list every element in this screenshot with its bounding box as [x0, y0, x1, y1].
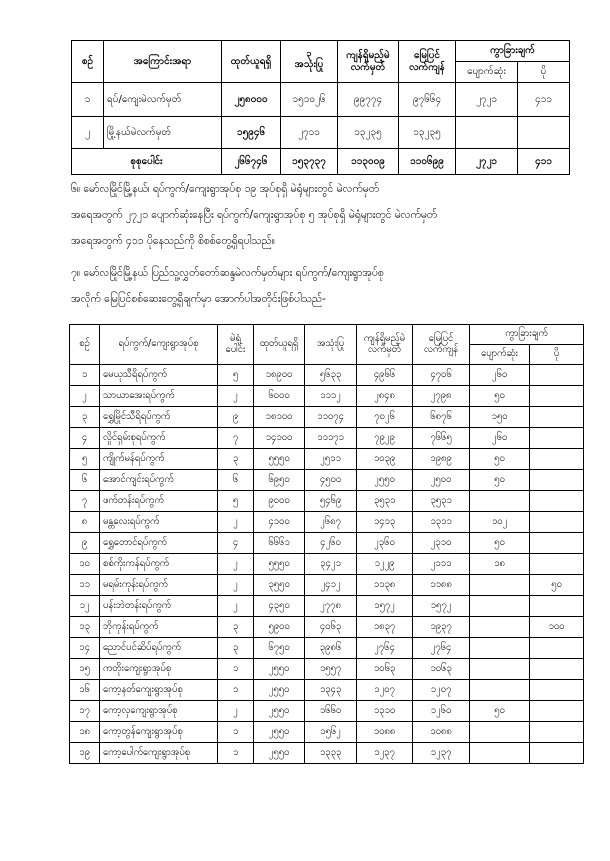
- cell-remain: ၇၉၂၉: [357, 428, 413, 449]
- cell-extra: [530, 701, 584, 722]
- cell-used: ၁၃၃၃: [305, 743, 357, 764]
- col-diff-header: ကွာခြားချက်: [470, 325, 584, 345]
- col-check-header: မြေပြင်လက်ကျန်: [399, 41, 456, 83]
- cell-used: ၂၅၁၁: [305, 449, 357, 470]
- cell-used: ၃၄၂၁: [305, 554, 357, 575]
- cell-target: ၂၅၅၀: [254, 701, 305, 722]
- cell-ward: ကတိုးကျေးရွာအုပ်စု: [100, 659, 218, 680]
- cell-extra: [530, 365, 584, 386]
- cell-no: ၆: [70, 470, 100, 491]
- cell-lost: [470, 491, 530, 512]
- cell-used: ၃၉၈၆: [305, 638, 357, 659]
- cell-used: ၁၅၁၀၂၆: [281, 83, 338, 117]
- col-extra-header: ပို: [530, 345, 584, 365]
- col-lost-header: ပျောက်ဆုံး: [456, 62, 518, 83]
- cell-target: ၁၈၁၀၀: [254, 407, 305, 428]
- cell-used: ၂၇၁၁: [281, 117, 338, 149]
- cell-item: ရပ်/ကျေးမဲလက်မှတ်: [104, 83, 222, 117]
- cell-no: ၁၀: [70, 554, 100, 575]
- table-row: [70, 386, 584, 407]
- cell-check: ၉၇၆၆၄: [399, 83, 456, 117]
- cell-stations: ၁: [218, 680, 254, 701]
- cell-remain: ၁၃၁၀: [357, 701, 413, 722]
- cell-used: ၁၅၆၂: [305, 722, 357, 743]
- cell-remain: ၁၂၀၇: [357, 680, 413, 701]
- cell-lost: ၂၆၀: [470, 428, 530, 449]
- total-check: ၁၁၀၆၉၉: [399, 149, 456, 175]
- cell-check: ၁၂၆၀: [413, 701, 470, 722]
- cell-check: ၄၇၀၆: [413, 365, 470, 386]
- cell-no: ၂: [70, 386, 100, 407]
- cell-target: ၆၉၅၀: [254, 470, 305, 491]
- table-row: [70, 449, 584, 470]
- cell-remain: ၁၁၃၈: [357, 575, 413, 596]
- table-row: [70, 575, 584, 596]
- cell-remain: ၁၀၈၈: [357, 722, 413, 743]
- table-row: [70, 407, 584, 428]
- total-extra: ၄၁၁: [518, 149, 570, 175]
- cell-ward: မေယုသီရိရပ်ကွက်: [100, 365, 218, 386]
- paragraph-6-line-3: အရေအတွက် ၄၁၁ ပိုနေသည်ကို စိစစ်တွေ့ရှိရပါသည်။: [71, 235, 275, 247]
- cell-stations: ၂: [218, 596, 254, 617]
- paragraph-7-line-1: ၇။ မော်လမြိုင်မြို့နယ် ပြည်သူ့လွှတ်တော်ဆန္ဒမဲလက်မှတ်များ ရပ်ကွက်/ကျေးရွာအုပ်စု: [71, 267, 384, 279]
- cell-stations: ၂: [218, 554, 254, 575]
- col-check-header: မြေပြင်လက်ကျန်: [413, 325, 470, 365]
- cell-stations: ၃: [218, 638, 254, 659]
- cell-stations: ၄: [218, 533, 254, 554]
- cell-ward: ညောင်ပင်ဆိပ်ရပ်ကွက်: [100, 638, 218, 659]
- cell-lost: [470, 659, 530, 680]
- cell-remain: ၁၀၆၃: [357, 659, 413, 680]
- cell-remain: ၂၅၅၀: [357, 470, 413, 491]
- cell-target: ၆၆၆၁: [254, 533, 305, 554]
- cell-lost: [470, 743, 530, 764]
- table-row: [70, 491, 584, 512]
- cell-lost: [456, 117, 518, 149]
- cell-remain: ၁၅၇၂: [357, 596, 413, 617]
- cell-check: ၂၃၁၀: [413, 533, 470, 554]
- cell-extra: [530, 596, 584, 617]
- cell-ward: မရမ်းကုန်းရပ်ကွက်: [100, 575, 218, 596]
- cell-lost: ၅၀: [470, 449, 530, 470]
- cell-target: ၆၇၅၀: [254, 638, 305, 659]
- total-remain: ၁၁၃၀၀၉: [338, 149, 399, 175]
- cell-lost: ၅၀: [470, 386, 530, 407]
- summary-table: [71, 40, 570, 175]
- cell-lost: [470, 722, 530, 743]
- cell-stations: ၃: [218, 617, 254, 638]
- cell-lost: ၁၀၂: [470, 512, 530, 533]
- cell-ward: လှိုင်ရှမ်းစုရပ်ကွက်: [100, 428, 218, 449]
- col-used-header: ၃ အသုံးပြု: [281, 41, 338, 83]
- cell-lost: ၁၅၀: [470, 407, 530, 428]
- cell-remain: ၉၉၇၇၄: [338, 83, 399, 117]
- cell-check: ၁၁၈၈: [413, 575, 470, 596]
- cell-used: ၂၇၇၈: [305, 596, 357, 617]
- cell-used: ၁၆၆၀: [305, 701, 357, 722]
- cell-used: ၁၁၁၂: [305, 386, 357, 407]
- cell-lost: ၁၈: [470, 554, 530, 575]
- cell-lost: ၅၀: [470, 701, 530, 722]
- cell-no: ၁၃: [70, 617, 100, 638]
- cell-lost: [470, 617, 530, 638]
- cell-used: ၅၄၆၉: [305, 491, 357, 512]
- col-lost-header: ပျောက်ဆုံး: [470, 345, 530, 365]
- cell-ward: ကော့လှကျေးရွာအုပ်စု: [100, 701, 218, 722]
- cell-check: ၁၂၀၇: [413, 680, 470, 701]
- cell-ward: ရွှေတောင်ရပ်ကွက်: [100, 533, 218, 554]
- cell-ward: ကော့ပေါက်ကျေးရွာအုပ်စု: [100, 743, 218, 764]
- cell-check: ၁၂၃၇: [413, 743, 470, 764]
- cell-check: ၁၅၇၂: [413, 596, 470, 617]
- cell-check: ၇၆၆၅: [413, 428, 470, 449]
- cell-check: ၁၃၂၃၅: [399, 117, 456, 149]
- cell-target: ၃၅၅၀: [254, 575, 305, 596]
- paragraph-6-line-2: အရေအတွက် ၂၇၂၁ ပျောက်ဆုံးနေပြီး ရပ်ကွက်/ကျေးရွာအုပ်စု ၅ အုပ်စုရှိ မဲရုံများတွင် မဲလက်မှတ်: [71, 209, 438, 221]
- cell-extra: [530, 680, 584, 701]
- cell-extra: [518, 117, 570, 149]
- ward-table: [69, 324, 584, 764]
- cell-check: ၂၁၁၁: [413, 554, 470, 575]
- cell-extra: [530, 428, 584, 449]
- table-row: [70, 659, 584, 680]
- cell-ward: ဖက်တန်းရပ်ကွက်: [100, 491, 218, 512]
- cell-item: မြို့နယ်မဲလက်မှတ်: [104, 117, 222, 149]
- cell-check: ၂၇၉၈: [413, 386, 470, 407]
- cell-used: ၄၂၆၀: [305, 533, 357, 554]
- cell-ward: မန္တလေးရပ်ကွက်: [100, 512, 218, 533]
- cell-target: ၁၅၉၄၆: [222, 117, 281, 149]
- cell-extra: [530, 512, 584, 533]
- total-row: [72, 149, 570, 175]
- cell-target: ၂၅၅၀: [254, 743, 305, 764]
- cell-lost: ၂၆၀: [470, 365, 530, 386]
- cell-check: ၂၇၆၄: [413, 638, 470, 659]
- cell-extra: [530, 638, 584, 659]
- cell-no: ၁: [70, 365, 100, 386]
- cell-target: ၁၈၉၀၀: [254, 365, 305, 386]
- table-row: [70, 470, 584, 491]
- cell-no: ၃: [70, 407, 100, 428]
- paragraph-7-line-2: အလိုက် မြေပြင်စစ်ဆေးတွေ့ရှိချက်မှာ အောက်ပါအတိုင်းဖြစ်ပါသည်-: [71, 293, 326, 305]
- cell-ward: ဘိုကုန်းရပ်ကွက်: [100, 617, 218, 638]
- total-lost: ၂၇၂၁: [456, 149, 518, 175]
- cell-target: ၄၁၀၀: [254, 512, 305, 533]
- cell-no: ၁၈: [70, 722, 100, 743]
- cell-extra: [530, 533, 584, 554]
- table-row: [70, 701, 584, 722]
- cell-used: ၁၁၀၇၄: [305, 407, 357, 428]
- table-row: [70, 743, 584, 764]
- cell-remain: ၂၈၄၈: [357, 386, 413, 407]
- cell-ward: ကော့တွန်ကျေးရွာအုပ်စု: [100, 722, 218, 743]
- cell-check: ၁၀၈၈: [413, 722, 470, 743]
- cell-lost: [470, 575, 530, 596]
- cell-extra: [530, 407, 584, 428]
- cell-extra: ၅၀: [530, 575, 584, 596]
- cell-no: ၁၉: [70, 743, 100, 764]
- cell-lost: ၂၇၂၁: [456, 83, 518, 117]
- cell-remain: ၃၅၃၁: [357, 491, 413, 512]
- cell-remain: ၁၂၂၉: [357, 554, 413, 575]
- table-row: [70, 596, 584, 617]
- cell-stations: ၂: [218, 512, 254, 533]
- cell-stations: ၂: [218, 386, 254, 407]
- cell-check: ၁၃၁၁: [413, 512, 470, 533]
- cell-extra: [530, 554, 584, 575]
- cell-used: ၁၃၄၃: [305, 680, 357, 701]
- cell-no: ၈: [70, 512, 100, 533]
- cell-remain: ၁၀၃၉: [357, 449, 413, 470]
- cell-used: ၄၀၆၃: [305, 617, 357, 638]
- cell-stations: ၉: [218, 407, 254, 428]
- cell-target: ၅၅၅၀: [254, 449, 305, 470]
- cell-check: ၂၅၀၀: [413, 470, 470, 491]
- cell-no: ၁၆: [70, 680, 100, 701]
- col-target-header: ထုတ်ယူရရှိ: [222, 41, 281, 83]
- cell-no: ၁၁: [70, 575, 100, 596]
- col-stations-header: မဲရုံပေါင်း: [218, 325, 254, 365]
- cell-stations: ၆: [218, 470, 254, 491]
- table-row: [70, 365, 584, 386]
- cell-ward: ရွှေမြိုင်သီရိရပ်ကွက်: [100, 407, 218, 428]
- table-row: [72, 83, 570, 117]
- cell-extra: ၄၁၁: [518, 83, 570, 117]
- cell-check: ၁၀၆၃: [413, 659, 470, 680]
- used-superscript: ၃: [306, 48, 312, 59]
- cell-check: ၁၉၃၇: [413, 617, 470, 638]
- col-target-header: ထုတ်ယူရရှိ: [254, 325, 305, 365]
- table-row: [70, 428, 584, 449]
- cell-extra: [530, 722, 584, 743]
- col-no-header: စဉ်: [72, 41, 104, 83]
- col-remain-header: ကျန်ရှိမည့်မဲလက်မှတ်: [357, 325, 413, 365]
- cell-used: ၁၅၅၇: [305, 659, 357, 680]
- cell-no: ၉: [70, 533, 100, 554]
- cell-no: ၂: [72, 117, 104, 149]
- cell-no: ၄: [70, 428, 100, 449]
- cell-used: ၂၄၁၂: [305, 575, 357, 596]
- cell-target: ၅၅၅၀: [254, 554, 305, 575]
- cell-no: ၁၅: [70, 659, 100, 680]
- table-row: [70, 617, 584, 638]
- cell-no: ၁၄: [70, 638, 100, 659]
- cell-remain: ၁၈၃၇: [357, 617, 413, 638]
- cell-no: ၅: [70, 449, 100, 470]
- cell-remain: ၁၄၁၃: [357, 512, 413, 533]
- cell-check: ၆၈၇၆: [413, 407, 470, 428]
- cell-extra: [530, 386, 584, 407]
- cell-stations: ၁: [218, 659, 254, 680]
- table-row: [70, 722, 584, 743]
- col-ward-header: ရပ်ကွက်/ကျေးရွာအုပ်စု: [100, 325, 218, 365]
- cell-lost: [470, 638, 530, 659]
- cell-ward: စစ်ကိုးကန်ရပ်ကွက်: [100, 554, 218, 575]
- cell-lost: ၅၀: [470, 470, 530, 491]
- cell-stations: ၂: [218, 575, 254, 596]
- paragraph-6-line-1: ၆။ မော်လမြိုင်မြို့နယ်၊ ရပ်ကွက်/ကျေးရွာအုပ်စု ၁၉ အုပ်စုရှိ မဲရုံများတွင် မဲလက်မှတ်: [71, 183, 379, 195]
- cell-remain: ၂၃၆၀: [357, 533, 413, 554]
- col-no-header: စဉ်: [70, 325, 100, 365]
- cell-check: ၃၅၃၁: [413, 491, 470, 512]
- cell-no: ၇: [70, 491, 100, 512]
- col-used-header: အသုံးပြု: [305, 325, 357, 365]
- cell-stations: ၇: [218, 428, 254, 449]
- cell-stations: ၁: [218, 722, 254, 743]
- cell-lost: [470, 680, 530, 701]
- cell-used: ၁၁၁၇၁: [305, 428, 357, 449]
- table-row: [72, 117, 570, 149]
- col-remain-header: ကျန်ရှိမည့်မဲလက်မှတ်: [338, 41, 399, 83]
- table-row: [70, 512, 584, 533]
- cell-extra: [530, 449, 584, 470]
- cell-lost: ၅၀: [470, 533, 530, 554]
- cell-extra: [530, 470, 584, 491]
- cell-ward: အောင်ကျင်းရပ်ကွက်: [100, 470, 218, 491]
- cell-remain: ၇၀၂၆: [357, 407, 413, 428]
- cell-target: ၂၅၅၀: [254, 722, 305, 743]
- total-used: ၁၅၃၇၃၇: [281, 149, 338, 175]
- cell-no: ၁၂: [70, 596, 100, 617]
- cell-ward: ကျိုက်မန်ရပ်ကွက်: [100, 449, 218, 470]
- cell-target: ၅၉၀၀: [254, 617, 305, 638]
- cell-target: ၆၀၀၀: [254, 386, 305, 407]
- cell-stations: ၂: [218, 701, 254, 722]
- cell-no: ၁၇: [70, 701, 100, 722]
- cell-stations: ၁: [218, 743, 254, 764]
- cell-used: ၂၆၈၇: [305, 512, 357, 533]
- total-label: စုစုပေါင်း: [72, 149, 222, 175]
- cell-remain: ၁၃၂၃၅: [338, 117, 399, 149]
- total-target: ၂၆၆၇၄၆: [222, 149, 281, 175]
- cell-extra: [530, 659, 584, 680]
- cell-target: ၉၀၀၀: [254, 491, 305, 512]
- cell-extra: ၁၀၀: [530, 617, 584, 638]
- col-diff-header: ကွာခြားချက်: [456, 41, 570, 62]
- cell-remain: ၁၂၃၇: [357, 743, 413, 764]
- cell-extra: [530, 743, 584, 764]
- col-item-header: အကြောင်းအရာ: [104, 41, 222, 83]
- cell-stations: ၃: [218, 449, 254, 470]
- cell-stations: ၅: [218, 365, 254, 386]
- table-row: [70, 554, 584, 575]
- cell-target: ၁၄၁၀၀: [254, 428, 305, 449]
- col-extra-header: ပို: [518, 62, 570, 83]
- cell-ward: ကော့နတ်ကျေးရွာအုပ်စု: [100, 680, 218, 701]
- cell-target: ၂၅၈၀၀၀: [222, 83, 281, 117]
- cell-target: ၂၅၅၀: [254, 680, 305, 701]
- table-row: [70, 533, 584, 554]
- cell-lost: [470, 596, 530, 617]
- cell-remain: ၄၉၆၆: [357, 365, 413, 386]
- cell-target: ၂၅၅၀: [254, 659, 305, 680]
- table-row: [70, 638, 584, 659]
- cell-ward: သာယာအေးရပ်ကွက်: [100, 386, 218, 407]
- cell-remain: ၂၇၆၄: [357, 638, 413, 659]
- cell-stations: ၅: [218, 491, 254, 512]
- cell-used: ၄၅၀၀: [305, 470, 357, 491]
- cell-target: ၄၃၅၀: [254, 596, 305, 617]
- cell-extra: [530, 491, 584, 512]
- table-row: [70, 680, 584, 701]
- cell-ward: ပန်းဘဲတန်းရပ်ကွက်: [100, 596, 218, 617]
- cell-check: ၁၉၈၉: [413, 449, 470, 470]
- cell-used: ၅၆၃၃: [305, 365, 357, 386]
- cell-no: ၁: [72, 83, 104, 117]
